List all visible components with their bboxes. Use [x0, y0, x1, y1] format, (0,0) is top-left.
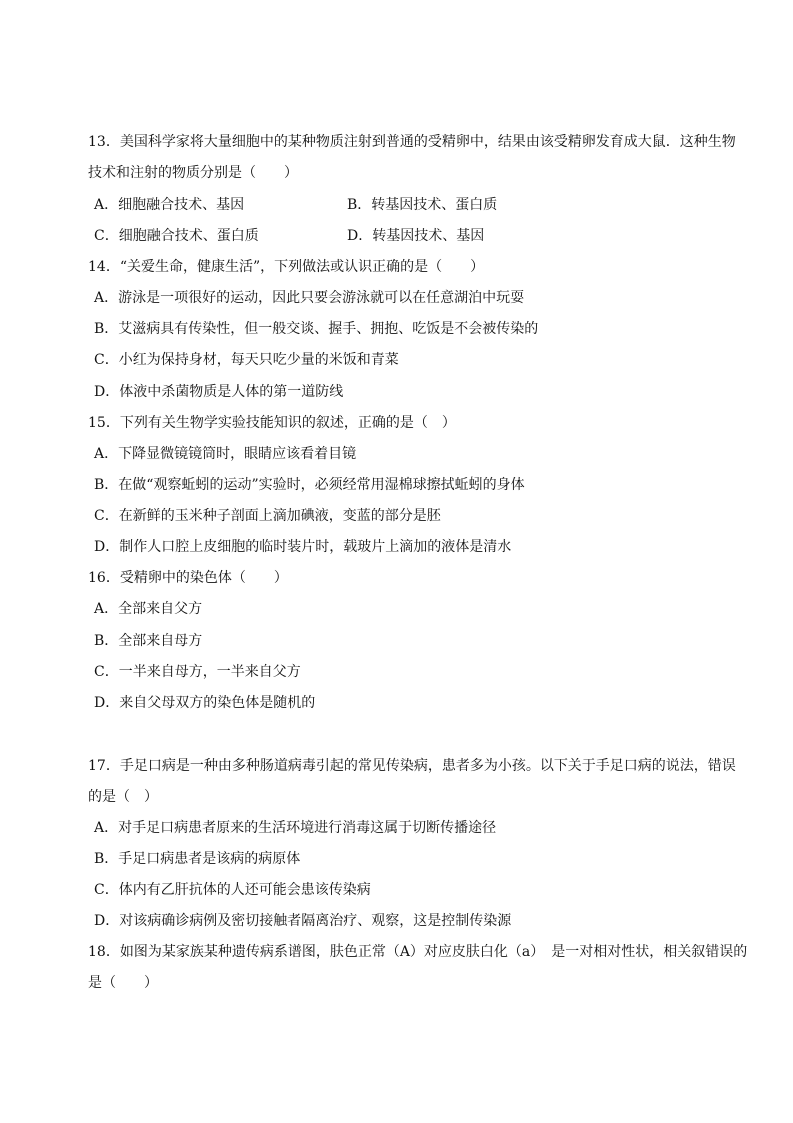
q14-option-c: C．小红为保持身材，每天只吃少量的米饭和青菜	[94, 352, 399, 368]
q17-option-c: C．体内有乙肝抗体的人还可能会患该传染病	[94, 882, 371, 898]
q16-option-b: B．全部来自母方	[94, 633, 203, 649]
q15-option-b: B．在做“观察蚯蚓的运动”实验时，必须经常用湿棉球擦拭蚯蚓的身体	[94, 477, 525, 493]
q17-option-d: D．对该病确诊病例及密切接触者隔离治疗、观察，这是控制传染源	[94, 913, 512, 929]
q13-option-d: D．转基因技术、基因	[347, 228, 485, 244]
q13-option-b: B．转基因技术、蛋白质	[347, 197, 498, 213]
q18-stem-line2: 是（ ）	[88, 975, 158, 991]
q14-option-d: D．体液中杀菌物质是人体的第一道防线	[94, 384, 344, 400]
q15-option-a: A．下降显微镜镜筒时，眼睛应该看着目镜	[94, 446, 357, 462]
q14-stem: 14．“关爱生命，健康生活”，下列做法或认识正确的是（ ）	[88, 259, 485, 275]
q14-option-b: B．艾滋病具有传染性，但一般交谈、握手、拥抱、吃饭是不会被传染的	[94, 321, 539, 337]
q13-option-c: C．细胞融合技术、蛋白质	[94, 228, 259, 244]
q14-option-a: A．游泳是一项很好的运动，因此只要会游泳就可以在任意湖泊中玩耍	[94, 290, 525, 306]
q13-stem-line2: 技术和注射的物质分别是（ ）	[88, 165, 298, 181]
q17-stem-line1: 17．手足口病是一种由多种肠道病毒引起的常见传染病，患者多为小孩。以下关于手足口病的说法，错误	[88, 758, 736, 774]
q16-option-c: C．一半来自母方，一半来自父方	[94, 664, 301, 680]
q15-option-c: C．在新鲜的玉米种子剖面上滴加碘液，变蓝的部分是胚	[94, 508, 441, 524]
q13-option-a: A．细胞融合技术、基因	[94, 197, 245, 213]
q15-option-d: D．制作人口腔上皮细胞的临时装片时，载玻片上滴加的液体是清水	[94, 539, 512, 555]
q15-stem: 15．下列有关生物学实验技能知识的叙述，正确的是（ ）	[88, 415, 456, 431]
q17-stem-line2: 的是（ ）	[88, 789, 158, 805]
q18-stem-line1: 18．如图为某家族某种遗传病系谱图，肤色正常（A）对应皮肤白化（a） 是一对相对性状，相关叙错误的	[88, 944, 748, 960]
q16-option-a: A．全部来自父方	[94, 601, 203, 617]
q16-stem: 16．受精卵中的染色体（ ）	[88, 570, 288, 586]
q13-stem-line1: 13．美国科学家将大量细胞中的某种物质注射到普通的受精卵中，结果由该受精卵发育成大鼠．这种生物	[88, 134, 736, 150]
q17-option-a: A．对手足口病患者原来的生活环境进行消毒这属于切断传播途径	[94, 820, 497, 836]
q17-option-b: B．手足口病患者是该病的病原体	[94, 851, 301, 867]
q16-option-d: D．来自父母双方的染色体是随机的	[94, 695, 316, 711]
